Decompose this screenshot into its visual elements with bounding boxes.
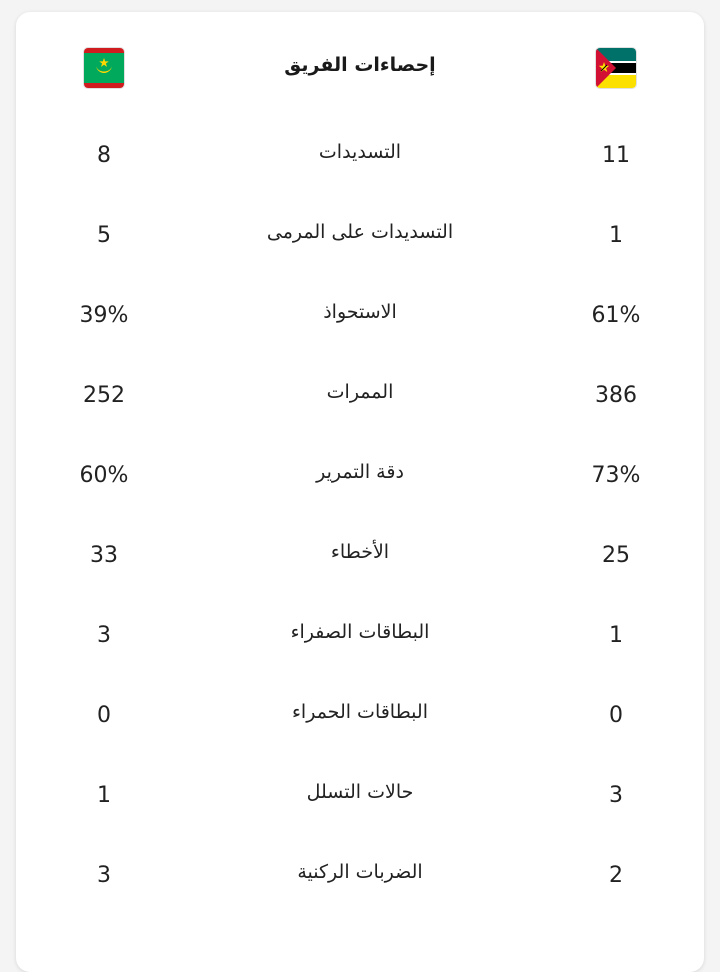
stats-header bbox=[16, 12, 704, 124]
stat-row-fouls bbox=[16, 517, 704, 597]
stat-label: الممرات bbox=[326, 381, 394, 403]
mauritania-value: 3 bbox=[97, 623, 111, 648]
stat-row-yellow-cards bbox=[16, 597, 704, 677]
stat-row-possession bbox=[16, 277, 704, 357]
stat-label: حالات التسلل bbox=[306, 781, 414, 803]
mozambique-value: 2 bbox=[609, 863, 623, 888]
mauritania-value: 5 bbox=[97, 223, 111, 248]
stat-label: التسديدات bbox=[318, 141, 402, 163]
stat-row-pass-accuracy bbox=[16, 437, 704, 517]
mozambique-value: 11 bbox=[602, 143, 630, 168]
stat-label: دقة التمرير bbox=[316, 461, 404, 483]
stat-label: التسديدات على المرمى bbox=[266, 221, 454, 243]
mauritania-value: 252 bbox=[83, 383, 125, 408]
stat-row-passes bbox=[16, 357, 704, 437]
mozambique-value: 3 bbox=[609, 783, 623, 808]
stat-row-offsides bbox=[16, 757, 704, 837]
stat-label: الضربات الركنية bbox=[297, 861, 423, 883]
mauritania-value: 1 bbox=[97, 783, 111, 808]
mozambique-value: 25 bbox=[602, 543, 630, 568]
stat-row-red-cards bbox=[16, 677, 704, 757]
stats-list bbox=[16, 117, 704, 917]
mozambique-value: 0 bbox=[609, 703, 623, 728]
mauritania-value: 39% bbox=[79, 303, 129, 328]
mauritania-value: 3 bbox=[97, 863, 111, 888]
team-stats-card bbox=[16, 12, 704, 972]
mauritania-value: 60% bbox=[79, 463, 129, 488]
stat-label: البطاقات الحمراء bbox=[292, 701, 428, 723]
mozambique-value: 1 bbox=[609, 623, 623, 648]
page-title: إحصاءات الفريق bbox=[284, 54, 436, 76]
stat-label: البطاقات الصفراء bbox=[290, 621, 430, 643]
mozambique-flag-icon bbox=[596, 48, 636, 88]
mauritania-value: 33 bbox=[90, 543, 118, 568]
mozambique-value: 61% bbox=[591, 303, 641, 328]
mozambique-value: 386 bbox=[595, 383, 637, 408]
stat-label: الأخطاء bbox=[330, 541, 390, 563]
stat-label: الاستحواذ bbox=[323, 301, 397, 323]
mauritania-value: 8 bbox=[97, 143, 111, 168]
mauritania-value: 0 bbox=[97, 703, 111, 728]
stat-row-shots-on-target bbox=[16, 197, 704, 277]
stat-row-shots bbox=[16, 117, 704, 197]
mozambique-value: 1 bbox=[609, 223, 623, 248]
stat-row-corners bbox=[16, 837, 704, 917]
mozambique-value: 73% bbox=[591, 463, 641, 488]
